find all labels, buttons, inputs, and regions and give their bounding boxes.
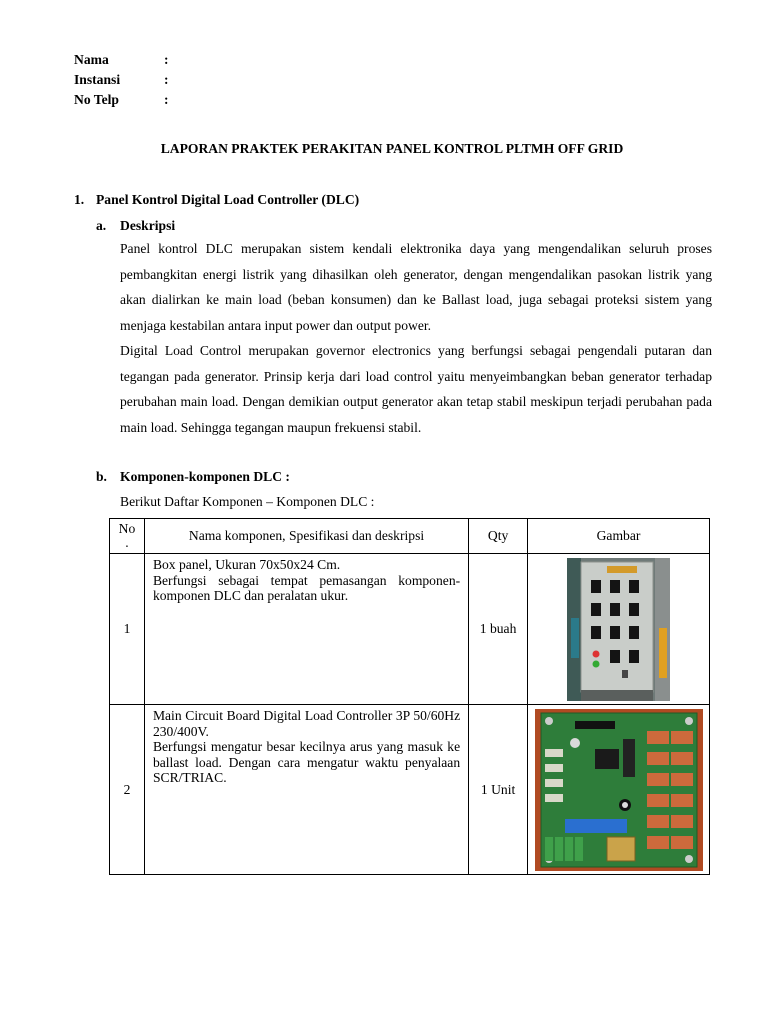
circuit-board-photo-icon bbox=[535, 709, 703, 871]
table-row bbox=[110, 705, 710, 875]
component-list-intro: Berikut Daftar Komponen – Komponen DLC : bbox=[120, 494, 375, 509]
row-image-cell bbox=[528, 554, 710, 705]
name-colon: : bbox=[164, 52, 169, 67]
subsection-b-heading: Komponen-komponen DLC : bbox=[120, 469, 290, 484]
name-label: Nama bbox=[74, 52, 109, 67]
table-header-row bbox=[110, 519, 710, 554]
table-row bbox=[110, 554, 710, 705]
header-image: Gambar bbox=[528, 519, 710, 554]
subsection-b-marker: b. bbox=[96, 469, 107, 484]
header-name: Nama komponen, Spesifikasi dan deskripsi bbox=[144, 519, 468, 554]
section-number: 1. bbox=[74, 192, 85, 207]
row-qty: 1 Unit bbox=[469, 705, 528, 875]
description-paragraph-1: Panel kontrol DLC merupakan sistem kendali elektronika daya yang mengendalikan seluruh proses pembangkitan energi listrik yang dihasilkan oleh generator, dengan mengendalikan pasokan listrik yang akan dialirkan ke main load (beban konsumen) dan ke Ballast load, juga sebagai proteksi sistem yang menjaga kestabilan antara input power dan output power. bbox=[120, 241, 712, 333]
section-heading: Panel Kontrol Digital Load Controller (DLC) bbox=[96, 192, 360, 207]
control-panel-photo-icon bbox=[567, 558, 670, 701]
row-spec: Main Circuit Board Digital Load Controller 3P 50/60Hz 230/400V. bbox=[152, 708, 461, 739]
phone-label: No Telp bbox=[74, 92, 119, 107]
row-number: 1 bbox=[110, 554, 145, 705]
institution-colon: : bbox=[164, 72, 169, 87]
row-number: 2 bbox=[110, 705, 145, 875]
subsection-a-marker: a. bbox=[96, 218, 107, 233]
components-table bbox=[109, 518, 710, 875]
row-description bbox=[144, 554, 468, 705]
description-paragraph-2: Digital Load Control merupakan governor electronics yang berfungsi sebagai pengendali putaran dan tegangan pada generator. Prinsip kerja dari load control yaitu menyeimbangkan beban generator terhadap perubahan main load. Dengan demikian output generator akan tetap stabil meskipun terjadi perubahan pada main load. Sehingga tegangan maupun frekuensi stabil. bbox=[120, 343, 712, 435]
row-qty: 1 buah bbox=[469, 554, 528, 705]
row-function: Berfungsi mengatur besar kecilnya arus yang masuk ke ballast load. Dengan cara mengatur waktu penyalaan SCR/TRIAC. bbox=[152, 739, 461, 785]
institution-label: Instansi bbox=[74, 72, 121, 87]
subsection-a-heading: Deskripsi bbox=[120, 218, 176, 233]
row-function: Berfungsi sebagai tempat pemasangan komponen-komponen DLC dan peralatan ukur. bbox=[152, 572, 461, 603]
row-spec: Box panel, Ukuran 70x50x24 Cm. bbox=[152, 557, 341, 572]
header-no: No . bbox=[110, 519, 145, 554]
phone-colon: : bbox=[164, 92, 169, 107]
header-qty: Qty bbox=[469, 519, 528, 554]
row-description bbox=[144, 705, 468, 875]
row-image-cell bbox=[528, 705, 710, 875]
report-title: LAPORAN PRAKTEK PERAKITAN PANEL KONTROL PLTMH OFF GRID bbox=[160, 141, 624, 156]
